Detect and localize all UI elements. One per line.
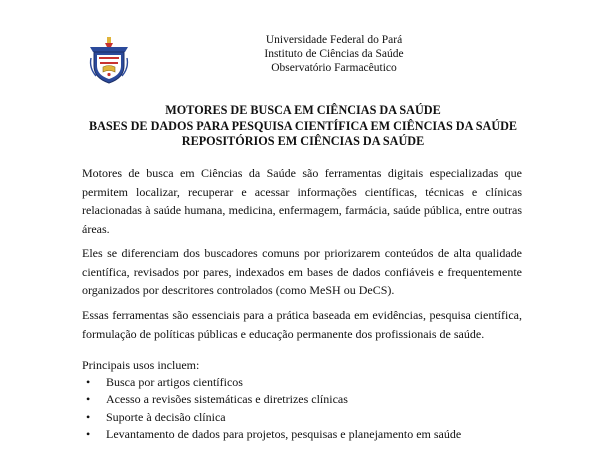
list-item [82, 409, 461, 426]
bullet-icon: • [86, 375, 91, 389]
uses-list [82, 374, 461, 443]
university-name: Universidade Federal do Pará [265, 34, 403, 46]
title-line-3: REPOSITÓRIOS EM CIÊNCIAS DA SAÚDE [181, 134, 425, 148]
list-item [82, 374, 461, 391]
paragraph-differences: Eles se diferenciam dos buscadores comuns por priorizarem conteúdos de alta qualidade científica, revisados por pares, indexados em bases de dados confiáveis e frequentemente organizados por descritores controlados (como MeSH ou DeCS). [82, 246, 522, 298]
title-line-1: MOTORES DE BUSCA EM CIÊNCIAS DA SAÚDE [165, 103, 441, 117]
list-item-text: Suporte à decisão clínica [106, 409, 226, 424]
institute-name: Instituto de Ciências da Saúde [264, 48, 404, 60]
paragraph-intro: Motores de busca em Ciências da Saúde são ferramentas digitais especializadas que permitem localizar, recuperar e acessar informações científicas, técnicas e clínicas relacionadas à saúde humana, medicina, enfermagem, farmácia, saúde pública, entre outras áreas. [82, 166, 522, 236]
institution-header [230, 33, 438, 75]
list-item [82, 426, 461, 443]
bullet-icon: • [86, 426, 91, 441]
university-crest-icon [88, 36, 130, 86]
bullet-icon: • [86, 392, 91, 407]
observatory-name: Observatório Farmacêutico [271, 62, 397, 74]
document-titles [82, 103, 524, 150]
list-item-text: Levantamento de dados para projetos, pesquisas e planejamento em saúde [106, 426, 462, 441]
list-item [82, 391, 461, 408]
uses-heading: Principais usos incluem: [82, 358, 200, 372]
title-line-2: BASES DE DADOS PARA PESQUISA CIENTÍFICA EM CIÊNCIAS DA SAÚDE [88, 118, 518, 133]
list-item-text: Busca por artigos científicos [106, 375, 243, 389]
list-item-text: Acesso a revisões sistemáticas e diretrizes clínicas [106, 392, 348, 407]
paragraph-importance: Essas ferramentas são essenciais para a prática baseada em evidências, pesquisa científica, formulação de políticas públicas e educação permanente dos profissionais de saúde. [82, 308, 522, 341]
bullet-icon: • [86, 409, 91, 424]
